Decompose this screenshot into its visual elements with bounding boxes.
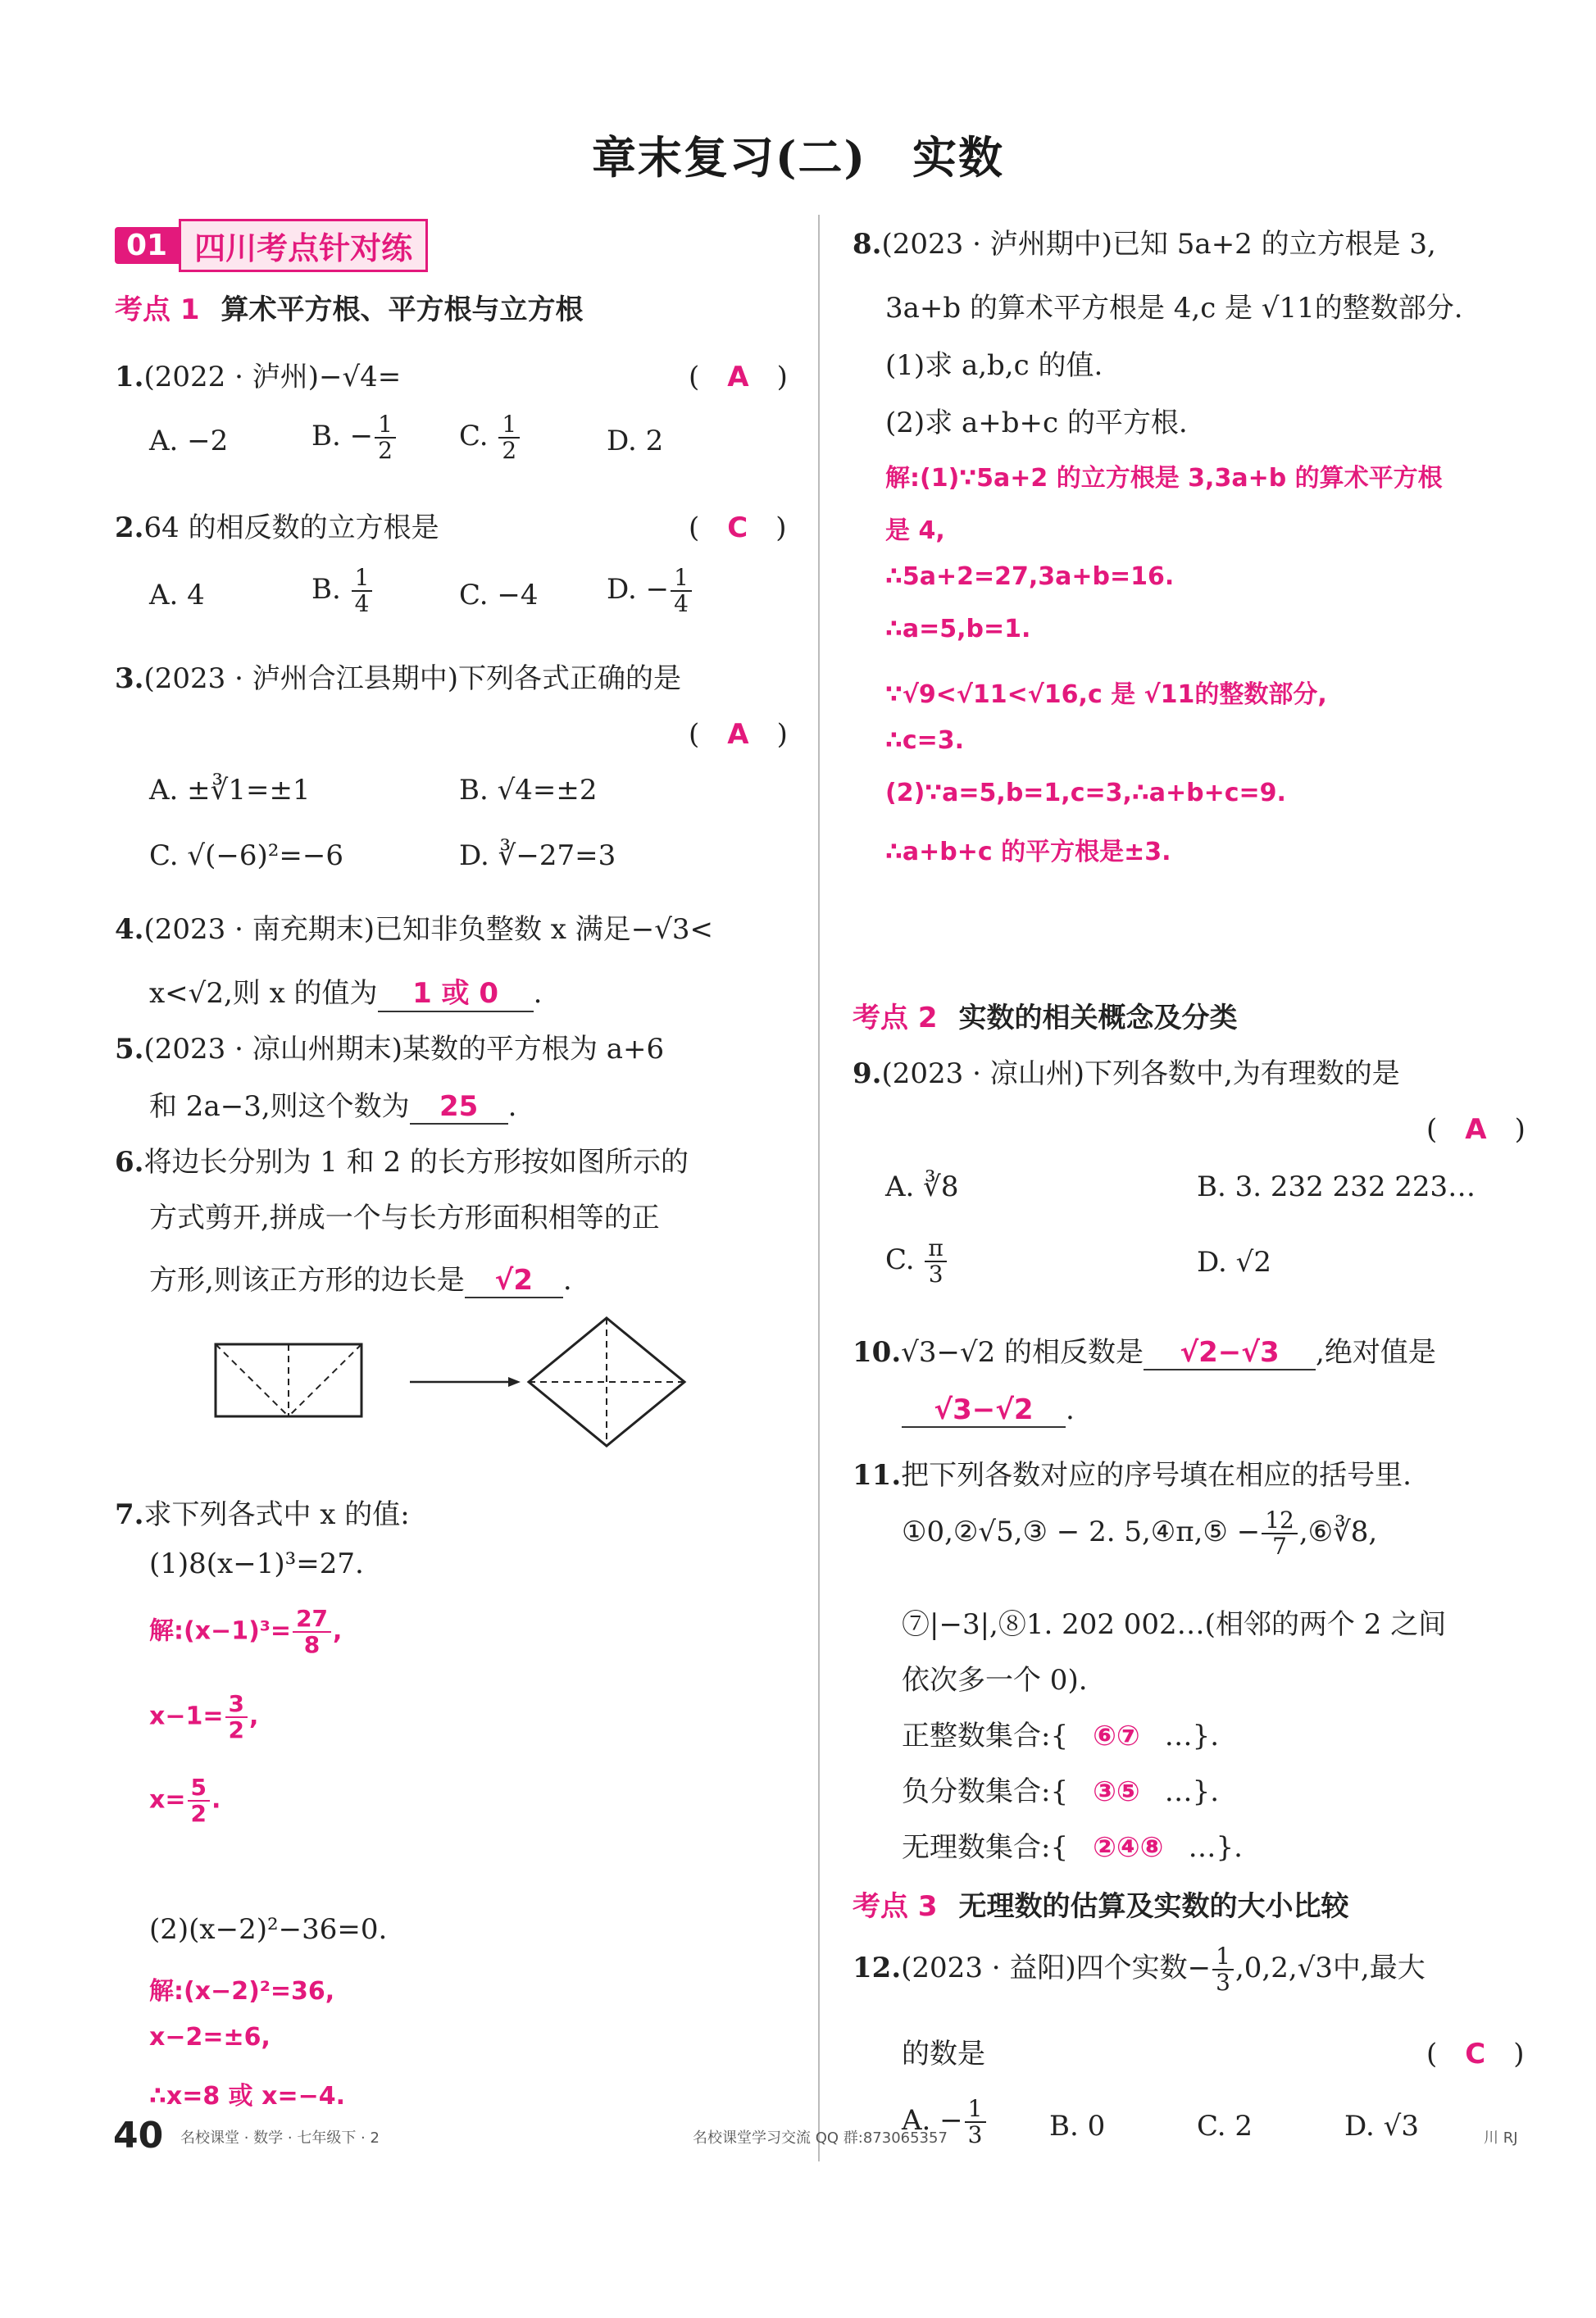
- q7-solution-line: [149, 1775, 221, 1826]
- q12-line2: 的数是: [902, 2038, 985, 2070]
- option-text: A. −: [902, 2104, 963, 2137]
- kaodian-3-label: 无理数的估算及实数的大小比较: [958, 1890, 1349, 1923]
- answer-blank: [410, 1090, 508, 1125]
- q9-option-d: D. √2: [1197, 1246, 1271, 1279]
- q1-option-d: D. 2: [607, 425, 664, 457]
- answer: A: [727, 361, 749, 393]
- answer: √2−√3: [1180, 1336, 1280, 1369]
- question-stem: (2022 · 泸州)−√4=: [143, 361, 402, 393]
- kaodian-1: [115, 287, 584, 327]
- q3-option-c: C. √(−6)²=−6: [149, 839, 343, 872]
- set-close: …}.: [1188, 1831, 1243, 1864]
- question-5: [115, 1026, 664, 1066]
- numerator: 5: [188, 1775, 210, 1802]
- answer: ②④⑧: [1093, 1831, 1164, 1864]
- question-stem: (2023 · 泸州期中)已知 5a+2 的立方根是 3,: [881, 228, 1436, 261]
- q7-solution-line: ∴x=8 或 x=−4.: [149, 2082, 346, 2111]
- fraction: [671, 566, 692, 616]
- q7-solution-line: [149, 1607, 342, 1657]
- q8-solution-line: ∴c=3.: [885, 726, 965, 755]
- q11-set-irrationals: [902, 1825, 1243, 1865]
- denominator: 2: [502, 437, 517, 464]
- fraction: [1212, 1944, 1234, 1995]
- question-text: (2023 · 益阳)四个实数−: [901, 1952, 1212, 1984]
- question-12: [853, 1944, 1425, 1995]
- q11-set-positive-integers: [902, 1713, 1219, 1753]
- answer-paren: ( A ): [689, 361, 788, 393]
- fraction: [188, 1775, 210, 1826]
- solution-text: x=: [149, 1785, 186, 1815]
- q8-line2: 3a+b 的算术平方根是 4,c 是 √11的整数部分.: [885, 292, 1463, 325]
- question-number: 6.: [115, 1146, 144, 1179]
- fraction: [965, 2097, 986, 2148]
- question-text: 和 2a−3,则这个数为: [149, 1090, 410, 1123]
- question-3: [115, 656, 681, 696]
- answer: 25: [439, 1090, 479, 1123]
- q8-solution-line: ∴a+b+c 的平方根是±3.: [885, 838, 1171, 866]
- q7-solution-line: 解:(x−2)²=36,: [149, 1977, 335, 2006]
- q1-option-c: [459, 412, 521, 463]
- q8-solution-line: ∵√9<√11<√16,c 是 √11的整数部分,: [885, 680, 1327, 709]
- answer: C: [727, 511, 748, 544]
- q8-solution-line: 是 4,: [885, 516, 945, 545]
- denominator: 3: [1216, 1969, 1230, 1996]
- q2-option-b: [311, 566, 374, 616]
- q1-option-a: A. −2: [149, 425, 229, 457]
- numerator: 27: [293, 1607, 331, 1633]
- question-number: 5.: [115, 1033, 144, 1066]
- q2-option-d: [607, 566, 693, 616]
- question-number: 1.: [115, 361, 144, 393]
- option-text: C.: [885, 1243, 924, 1276]
- fraction: [1262, 1508, 1298, 1559]
- set-label: 正整数集合:{: [902, 1720, 1069, 1752]
- question-text: x<√2,则 x 的值为: [149, 977, 378, 1010]
- q3-option-d: D. ∛−27=3: [459, 839, 616, 872]
- question-8: [853, 221, 1436, 261]
- answer-paren: ( A ): [689, 718, 788, 751]
- punct: ,: [248, 1702, 259, 1731]
- numerator: 1: [352, 566, 373, 592]
- answer: √3−√2: [934, 1393, 1034, 1426]
- q9-option-a: A. ∛8: [885, 1170, 959, 1203]
- q11-line2: ⑦|−3|,⑧1. 202 002…(相邻的两个 2 之间: [902, 1608, 1447, 1641]
- punct: ,: [333, 1616, 343, 1646]
- page-title: 章末复习(二) 实数: [591, 131, 1005, 184]
- numerator: 1: [498, 412, 520, 439]
- q6-line2: 方式剪开,拼成一个与长方形面积相等的正: [149, 1202, 660, 1234]
- question-number: 7.: [115, 1498, 144, 1531]
- denominator: 2: [190, 1800, 207, 1827]
- q2-option-a: A. 4: [149, 579, 205, 611]
- answer-paren: ( C ): [1426, 2038, 1525, 2070]
- section-banner: [115, 220, 428, 270]
- kaodian-2-label: 实数的相关概念及分类: [958, 1002, 1238, 1034]
- question-stem: 把下列各数对应的序号填在相应的括号里.: [901, 1459, 1412, 1492]
- q8-solution-line: (2)∵a=5,b=1,c=3,∴a+b+c=9.: [885, 779, 1286, 807]
- answer: A: [1465, 1113, 1487, 1146]
- denominator: 2: [378, 437, 393, 464]
- q6-figure: [209, 1311, 701, 1475]
- question-stem: (2023 · 泸州合江县期中)下列各式正确的是: [143, 662, 681, 695]
- punct: .: [533, 977, 543, 1010]
- q11-line3: 依次多一个 0).: [902, 1664, 1088, 1697]
- q11-line1: [902, 1508, 1377, 1559]
- q6-line3: [149, 1257, 572, 1298]
- fraction: [352, 566, 373, 616]
- denominator: 3: [967, 2121, 983, 2148]
- q9-option-b: B. 3. 232 232 223…: [1197, 1170, 1476, 1203]
- question-stem: 64 的相反数的立方根是: [143, 511, 439, 544]
- question-text: ,⑥∛8,: [1298, 1516, 1378, 1548]
- answer: √2: [494, 1264, 533, 1297]
- q9-option-c: [885, 1236, 948, 1287]
- question-11: [853, 1452, 1412, 1493]
- numerator: π: [925, 1236, 946, 1262]
- cut-line: [216, 1344, 289, 1416]
- question-number: 2.: [115, 511, 144, 544]
- numerator: 1: [965, 2097, 986, 2123]
- q4-line2: [149, 970, 542, 1012]
- question-stem: 将边长分别为 1 和 2 的长方形按如图所示的: [143, 1146, 689, 1179]
- answer: C: [1465, 2038, 1486, 2070]
- numerator: 12: [1262, 1508, 1298, 1534]
- question-stem: (2023 · 南充期末)已知非负整数 x 满足−√3<: [143, 913, 714, 946]
- column-divider: [818, 215, 820, 2161]
- fraction: [293, 1607, 331, 1657]
- answer-blank: [1144, 1336, 1316, 1370]
- banner-number: 01: [115, 227, 179, 264]
- kaodian-3: [853, 1884, 1349, 1924]
- q5-line2: [149, 1084, 516, 1125]
- denominator: 4: [354, 590, 370, 617]
- answer-blank: [465, 1264, 563, 1298]
- question-number: 10.: [853, 1336, 902, 1369]
- numerator: 1: [375, 412, 396, 439]
- question-stem: 求下列各式中 x 的值:: [143, 1498, 410, 1531]
- fraction: [225, 1692, 248, 1743]
- question-stem: √3−√2 的相反数是: [901, 1336, 1144, 1369]
- question-text: ①0,②√5,③ − 2. 5,④π,⑤ −: [902, 1516, 1261, 1548]
- set-close: …}.: [1164, 1720, 1220, 1752]
- set-label: 负分数集合:{: [902, 1775, 1069, 1808]
- set-label: 无理数集合:{: [902, 1831, 1069, 1864]
- q7-part2: (2)(x−2)²−36=0.: [149, 1913, 388, 1946]
- q8-solution-line: 解:(1)∵5a+2 的立方根是 3,3a+b 的算术平方根: [885, 464, 1443, 493]
- fraction: [925, 1236, 946, 1287]
- denominator: 3: [928, 1261, 944, 1288]
- kaodian-1-label: 算术平方根、平方根与立方根: [221, 293, 584, 326]
- q1-option-b: [311, 412, 398, 463]
- footer-right-text: 川 RJ: [1484, 2129, 1518, 2147]
- answer-blank: [902, 1393, 1066, 1428]
- kaodian-3-tag: 考点 3: [853, 1890, 938, 1923]
- q2-option-c: C. −4: [459, 579, 539, 611]
- question-stem: (2023 · 凉山州)下列各数中,为有理数的是: [881, 1057, 1400, 1090]
- answer: ⑥⑦: [1093, 1720, 1140, 1752]
- question-7: [115, 1492, 410, 1532]
- q7-solution-line: x−2=±6,: [149, 2023, 271, 2052]
- punct: .: [507, 1090, 517, 1123]
- banner-label: 四川考点针对练: [179, 219, 428, 272]
- option-text: B.: [311, 573, 350, 606]
- q8-solution-line: ∴a=5,b=1.: [885, 615, 1031, 643]
- q10-line2: [902, 1393, 1075, 1428]
- set-close: …}.: [1164, 1775, 1220, 1808]
- q7-part1: (1)8(x−1)³=27.: [149, 1548, 364, 1580]
- solution-text: x−1=: [149, 1702, 224, 1731]
- numerator: 1: [1212, 1944, 1234, 1970]
- footer-center-text: 名校课堂学习交流 QQ 群:873065357: [693, 2129, 948, 2147]
- question-text: ,绝对值是: [1316, 1336, 1436, 1369]
- question-6: [115, 1139, 689, 1179]
- question-number: 3.: [115, 662, 144, 695]
- option-text: C.: [459, 420, 498, 452]
- question-9: [853, 1051, 1400, 1091]
- numerator: 1: [671, 566, 692, 592]
- q8-solution-line: ∴5a+2=27,3a+b=16.: [885, 562, 1175, 591]
- q8-part1: (1)求 a,b,c 的值.: [885, 349, 1103, 382]
- question-text: 方形,则该正方形的边长是: [149, 1264, 465, 1297]
- q8-part2: (2)求 a+b+c 的平方根.: [885, 407, 1188, 439]
- q12-option-b: B. 0: [1049, 2110, 1106, 2143]
- kaodian-1-tag: 考点 1: [115, 293, 200, 326]
- arrow-head: [508, 1377, 521, 1387]
- question-number: 12.: [853, 1952, 902, 1984]
- answer-paren: ( C ): [689, 511, 787, 544]
- denominator: 4: [674, 590, 689, 617]
- question-2: [115, 505, 439, 545]
- question-1: [115, 354, 401, 394]
- fraction: [498, 412, 520, 463]
- answer-paren: ( A ): [1426, 1113, 1526, 1146]
- question-number: 4.: [115, 913, 144, 946]
- question-text: ,0,2,√3中,最大: [1235, 1952, 1425, 1984]
- punct: .: [562, 1264, 572, 1297]
- question-number: 8.: [853, 228, 882, 261]
- solution-text: 解:(x−1)³=: [149, 1616, 292, 1646]
- numerator: 3: [225, 1692, 248, 1718]
- cut-line: [289, 1344, 361, 1416]
- answer: A: [727, 718, 749, 751]
- question-number: 11.: [853, 1459, 902, 1492]
- answer: 1 或 0: [412, 977, 499, 1010]
- footer-left-text: 名校课堂 · 数学 · 七年级下 · 2: [180, 2129, 380, 2147]
- punct: .: [211, 1785, 221, 1815]
- denominator: 7: [1272, 1533, 1287, 1560]
- denominator: 2: [228, 1716, 244, 1743]
- option-text: D. −: [607, 573, 670, 606]
- question-number: 9.: [853, 1057, 882, 1090]
- q3-option-b: B. √4=±2: [459, 774, 598, 807]
- denominator: 8: [303, 1631, 321, 1658]
- punct: .: [1066, 1393, 1075, 1426]
- answer-blank: [378, 970, 534, 1012]
- q12-option-c: C. 2: [1197, 2110, 1253, 2143]
- option-text: B. −: [311, 420, 374, 452]
- page-number: 40: [113, 2115, 164, 2157]
- q3-option-a: A. ±∛1=±1: [149, 774, 311, 807]
- question-4: [115, 907, 713, 947]
- question-stem: (2023 · 凉山州期末)某数的平方根为 a+6: [143, 1033, 665, 1066]
- answer: ③⑤: [1093, 1775, 1140, 1808]
- fraction: [375, 412, 396, 463]
- question-10: [853, 1329, 1436, 1370]
- q12-option-d: D. √3: [1344, 2110, 1419, 2143]
- kaodian-2: [853, 995, 1238, 1035]
- q11-set-negative-fractions: [902, 1769, 1219, 1809]
- q7-solution-line: [149, 1692, 258, 1743]
- kaodian-2-tag: 考点 2: [853, 1002, 938, 1034]
